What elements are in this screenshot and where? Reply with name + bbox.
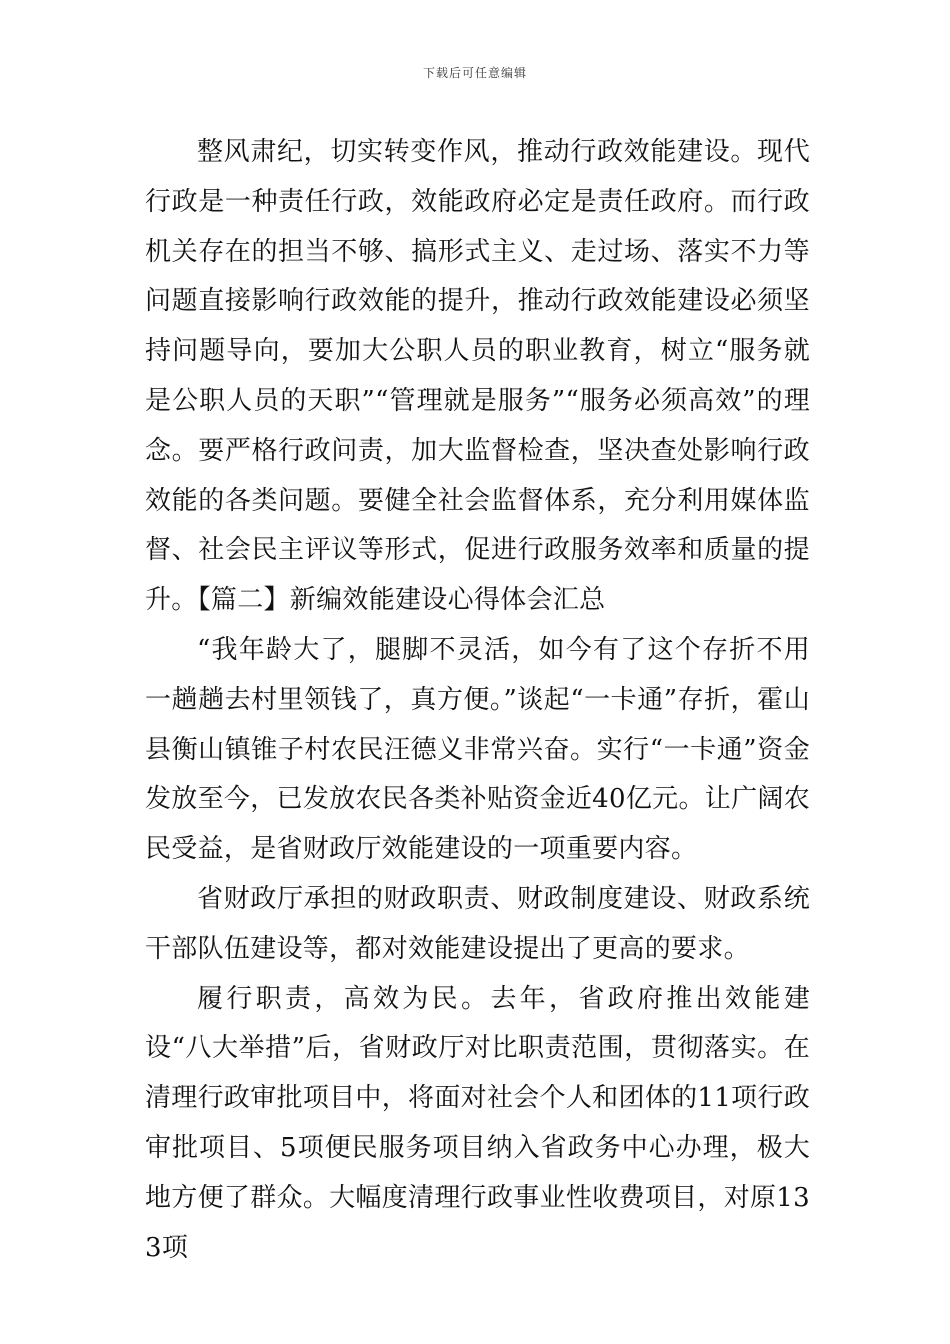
paragraph-3: 省财政厅承担的财政职责、财政制度建设、财政系统干部队伍建设等，都对效能建设提出了更高的要求。 <box>145 883 810 964</box>
page-header-note: 下载后可任意编辑 <box>422 66 527 80</box>
paragraph-1: 整风肃纪，切实转变作风，推动行政效能建设。现代行政是一种责任行政，效能政府必定是责任政府。而行政机关存在的担当不够、搞形式主义、走过场、落实不力等问题直接影响行政效能的提升，推动行政效能建设必须坚持问题导向，要加大公职人员的职业教育，树立“服务就是公职人员的天职”“管理就是服务”“服务必须高效”的理念。要严格行政问责，加大监督检查，坚决查处影响行政效能的各类问题。要健全社会监督体系，充分利用媒体监督、社会民主评议等形式，促进行政服务效率和质量的提升。【篇二】新编效能建设心得体会汇总 <box>145 137 810 616</box>
paragraph-4: 履行职责，高效为民。去年，省政府推出效能建设“八大举措”后，省财政厅对比职责范围，贯彻落实。在清理行政审批项目中，将面对社会个人和团体的11项行政审批项目、5项便民服务项目纳入省政务中心办理，极大地方便了群众。大幅度清理行政事业性收费项目，对原133项 <box>145 983 810 1263</box>
document-body <box>145 128 810 1273</box>
paragraph-2: “我年龄大了，腿脚不灵活，如今有了这个存折不用一趟趟去村里领钱了，真方便。”谈起“一卡通”存折，霍山县衡山镇锥子村农民汪德义非常兴奋。实行“一卡通”资金发放至今，已发放农民各类补贴资金近40亿元。让广阔农民受益，是省财政厅效能建设的一项重要内容。 <box>145 634 810 865</box>
